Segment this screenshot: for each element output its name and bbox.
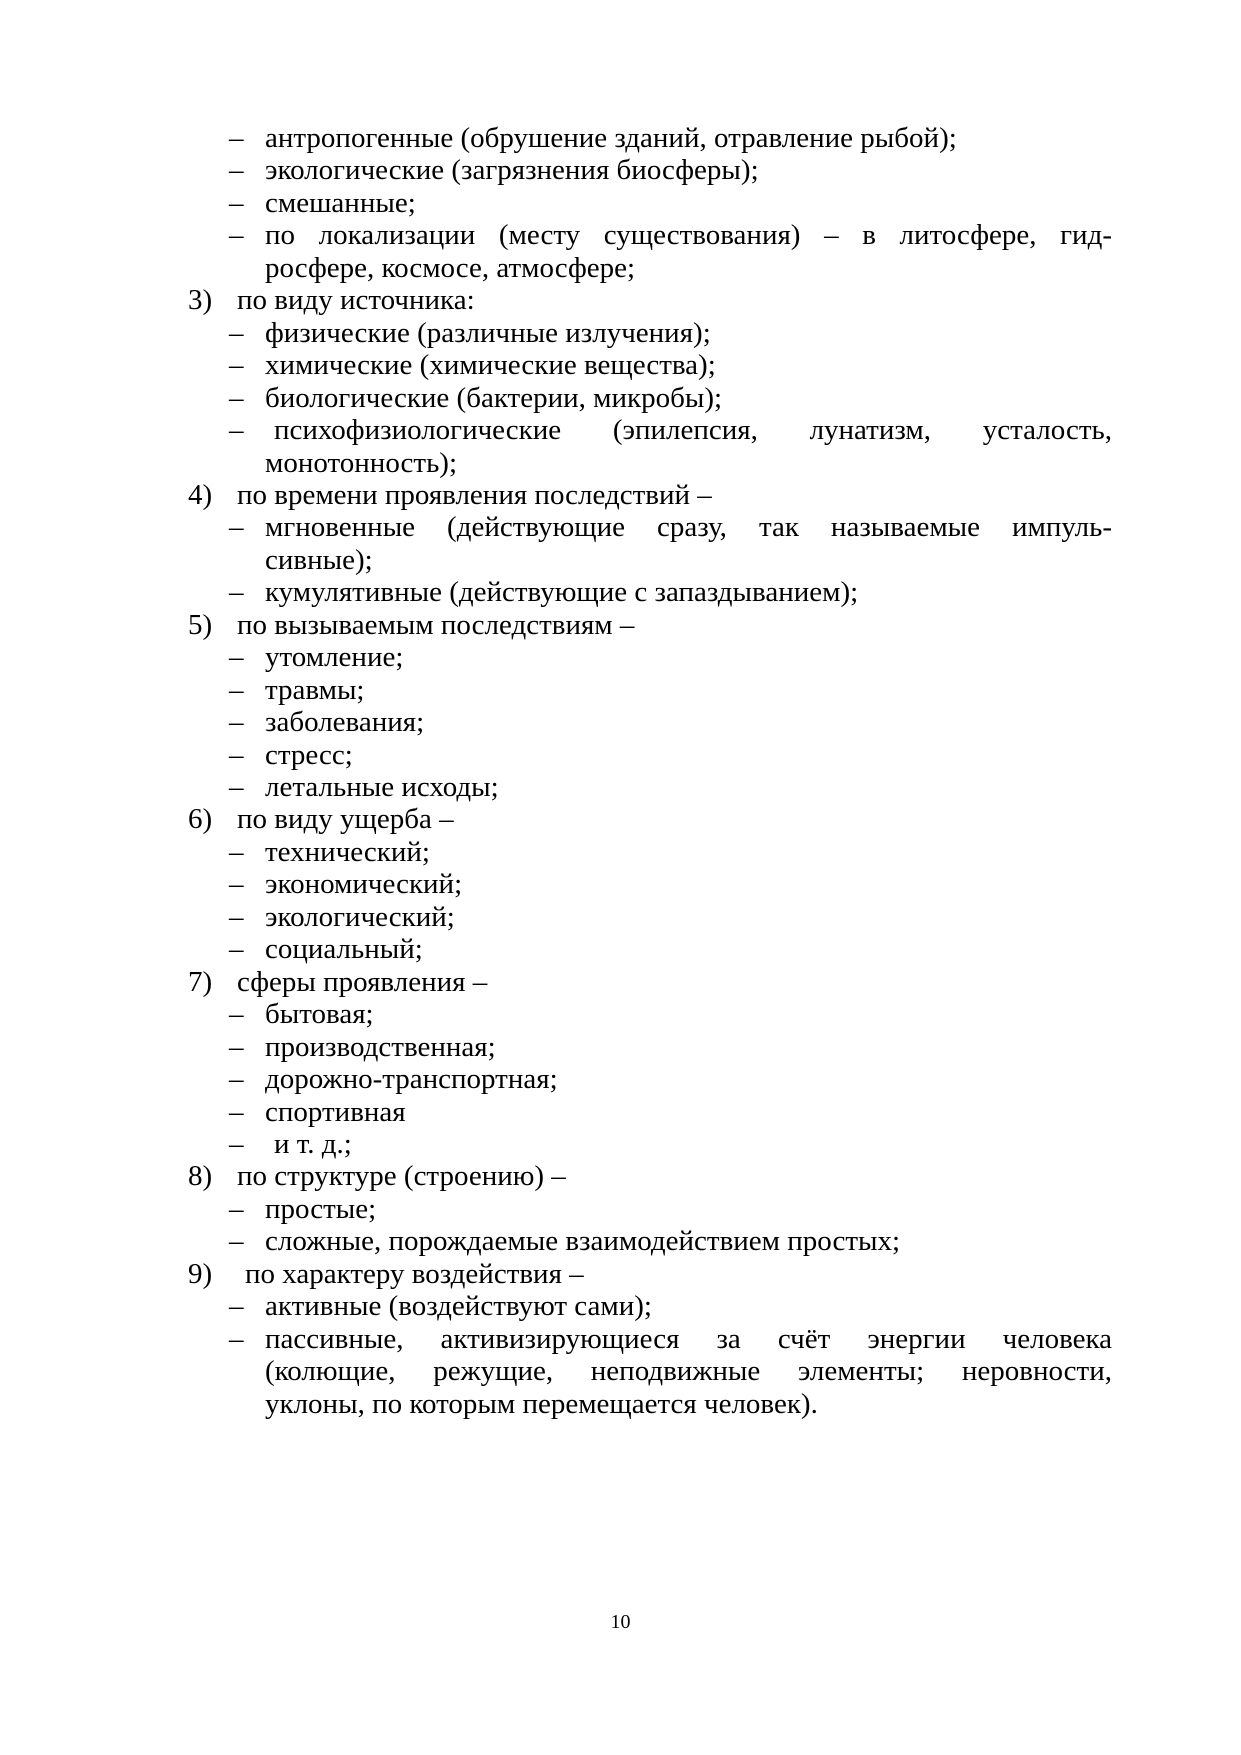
dash-marker: – [229,1290,244,1323]
item-text: уклоны, по которым перемещается человек). [265,1387,818,1420]
dash-marker: – [229,1030,244,1063]
item-text: по виду ущерба – [237,803,454,836]
item-text: технический; [265,835,430,868]
dash-marker: – [229,122,244,154]
item-text: по времени проявления последствий – [237,478,712,511]
dash-marker: – [229,1322,244,1355]
item-text: социальный; [265,933,423,966]
item-text: сложные, порождаемые взаимодействием простых; [265,1225,901,1258]
item-text: по характеру воздействия – [245,1257,584,1290]
item-text: по локализации (месту существования) – в литосфере, гид- [265,219,1112,252]
item-text: производственная; [265,1030,496,1063]
item-text: психофизиологические (эпилепсия, лунатизм, усталость, [274,414,1112,447]
item-text: простые; [265,1192,377,1225]
item-text: по структуре (строению) – [237,1160,566,1193]
item-text: утомление; [265,641,404,674]
dash-marker: – [229,511,244,544]
item-text: физические (различные излучения); [265,316,711,349]
item-text: активные (воздействуют сами); [265,1290,652,1323]
item-text: по вызываемым последствиям – [237,608,635,641]
item-text: и т. д.; [274,1127,352,1160]
item-text: сивные); [265,543,373,576]
dash-marker: – [229,868,244,901]
item-text: мгновенные (действующие сразу, так называемые импуль- [265,511,1112,544]
dash-marker: – [229,835,244,868]
item-text: химические (химические вещества); [265,349,716,382]
item-number: 5) [188,608,213,641]
item-number: 3) [188,284,213,317]
item-text: спортивная [265,1095,406,1128]
dash-marker: – [229,1127,244,1160]
item-number: 7) [188,965,213,998]
dash-marker: – [229,154,244,187]
item-text: бытовая; [265,998,374,1031]
dash-marker: – [229,1225,244,1258]
item-number: 9) [188,1257,213,1290]
item-text: дорожно-транспортная; [265,1063,558,1096]
dash-marker: – [229,673,244,706]
dash-marker: – [229,706,244,739]
dash-marker: – [229,414,244,447]
dash-marker: – [229,933,244,966]
dash-marker: – [229,1192,244,1225]
dash-marker: – [229,219,244,252]
item-text: летальные исходы; [265,771,499,803]
item-number: 6) [188,803,213,836]
item-text: экологический; [265,900,455,933]
dash-marker: – [229,641,244,674]
item-text: смешанные; [265,186,416,219]
item-text: (колющие, режущие, неподвижные элементы; неровности, [265,1355,1112,1388]
item-text: экологические (загрязнения биосферы); [265,154,759,187]
dash-marker: – [229,998,244,1031]
item-text: стресс; [265,738,353,771]
item-text: травмы; [265,673,365,706]
item-text: монотонность); [265,446,458,479]
dash-marker: – [229,738,244,771]
dash-marker: – [229,771,244,803]
dash-marker: – [229,349,244,382]
item-text: пассивные, активизирующиеся за счёт энергии человека [265,1322,1112,1355]
item-text: экономический; [265,868,463,901]
item-text: кумулятивные (действующие с запаздыванием); [265,576,859,609]
item-number: 8) [188,1160,213,1193]
dash-marker: – [229,1063,244,1096]
item-number: 4) [188,478,213,511]
item-text: заболевания; [265,706,425,739]
dash-marker: – [229,900,244,933]
item-text: биологические (бактерии, микробы); [265,381,723,414]
item-text: росфере, космосе, атмосфере; [265,251,636,284]
dash-marker: – [229,316,244,349]
dash-marker: – [229,186,244,219]
dash-marker: – [229,576,244,609]
page-number: 10 [610,1611,631,1633]
item-text: антропогенные (обрушение зданий, отравление рыбой); [265,122,957,154]
dash-marker: – [229,1095,244,1128]
dash-marker: – [229,381,244,414]
item-text: сферы проявления – [237,965,488,998]
item-text: по виду источника: [237,284,475,317]
